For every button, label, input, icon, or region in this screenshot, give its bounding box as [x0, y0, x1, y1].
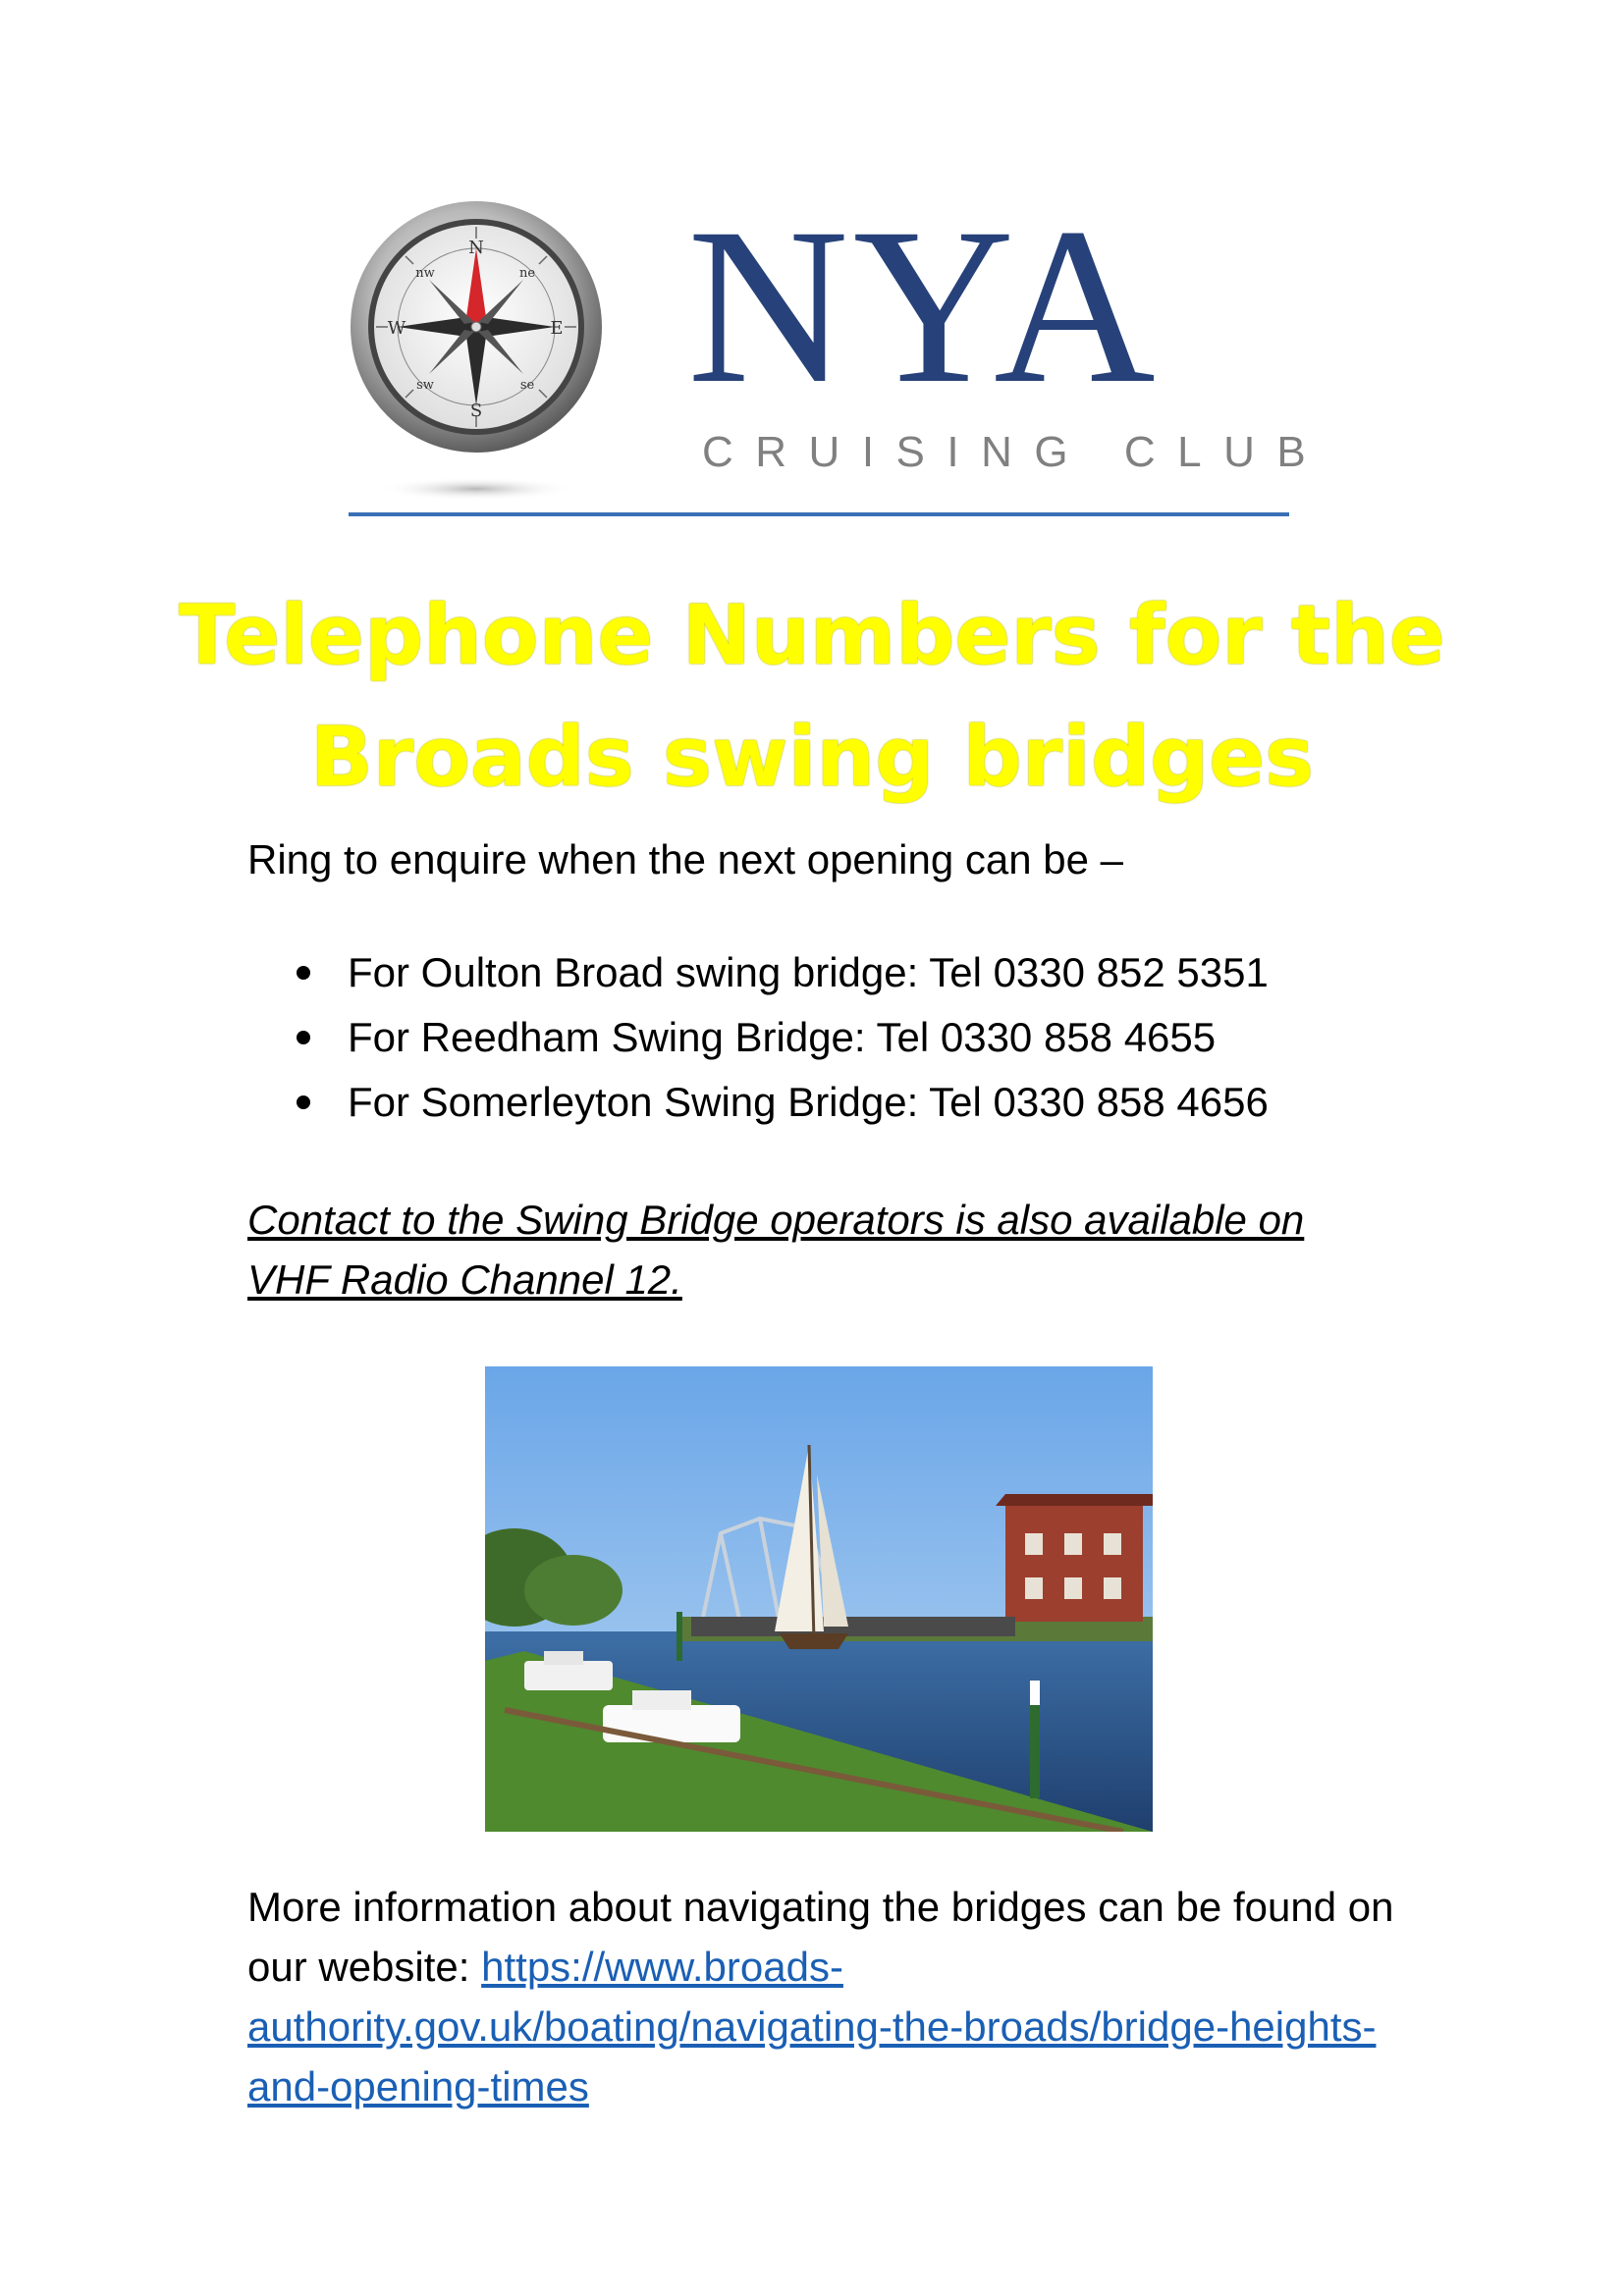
compass-n-label: N	[468, 238, 484, 258]
compass-se-label: se	[519, 378, 535, 393]
vhf-note: Contact to the Swing Bridge operators is also available on VHF Radio Channel 12.	[247, 1197, 1305, 1303]
bullet-icon	[297, 966, 310, 980]
logo-tagline: CRUISING CLUB	[702, 428, 1328, 476]
bridge-somerleyton-text: For Somerleyton Swing Bridge: Tel 0330 858 4656	[348, 1079, 1269, 1125]
bullet-icon	[297, 1095, 310, 1109]
compass-w-label: W	[387, 318, 406, 339]
compass-ne-label: ne	[518, 266, 536, 281]
more-info-text: More information about navigating the bridges can be found on our website:	[247, 1884, 1394, 1990]
more-info	[247, 1877, 1406, 2116]
list-item	[295, 1005, 1269, 1070]
bridge-oulton-text: For Oulton Broad swing bridge: Tel 0330 852 5351	[348, 949, 1269, 995]
list-item	[295, 1070, 1269, 1135]
compass-s-label: S	[469, 400, 483, 421]
bridge-phone-list	[295, 940, 1269, 1135]
compass-sw-label: sw	[416, 378, 434, 393]
compass-nw-label: nw	[415, 266, 435, 281]
swing-bridge-photo	[485, 1366, 1153, 1832]
page-title	[147, 574, 1477, 818]
compass-icon	[349, 194, 604, 508]
broads-authority-link[interactable]: https://www.broads-authority.gov.uk/boating/navigating-the-broads/bridge-heights-and-opening-times	[247, 1944, 1377, 2109]
logo-wordmark: NYA	[687, 183, 1160, 430]
compass-e-label: E	[550, 318, 564, 339]
header-divider	[349, 512, 1289, 516]
club-logo	[349, 183, 1328, 518]
bridge-reedham-text: For Reedham Swing Bridge: Tel 0330 858 4655	[348, 1014, 1217, 1060]
page-title-line-2: Broads swing bridges	[309, 709, 1315, 805]
list-item	[295, 940, 1269, 1005]
intro-text: Ring to enquire when the next opening can be –	[247, 836, 1123, 882]
bullet-icon	[297, 1031, 310, 1044]
page-title-line-1: Telephone Numbers for the	[179, 587, 1445, 683]
